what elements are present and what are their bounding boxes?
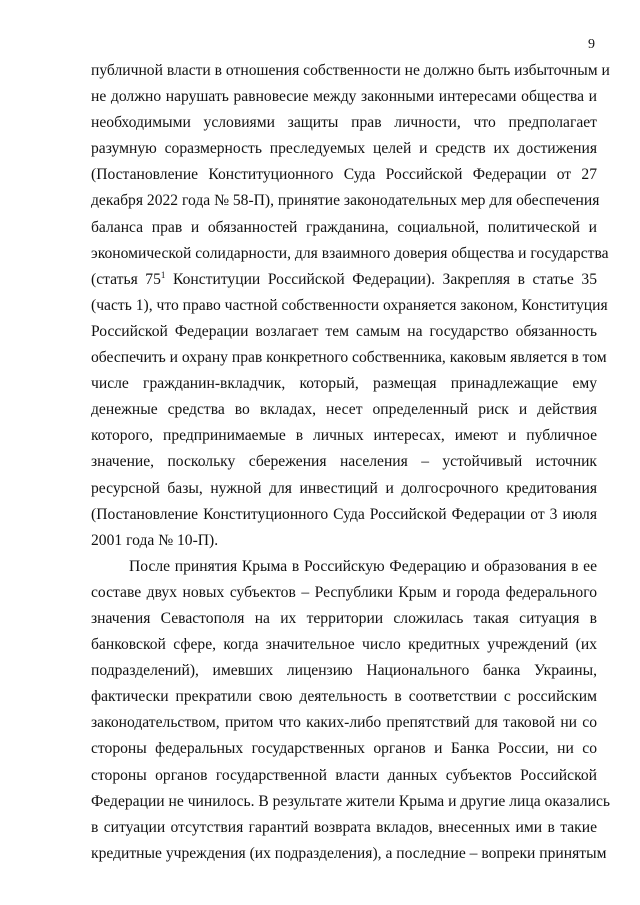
text-line: кредитные учреждения (их подразделения), а последние – вопреки принятым: [91, 844, 607, 862]
text-line: экономической солидарности, для взаимного доверия общества и государства: [91, 244, 609, 262]
text-line: разумную соразмерность преследуемых целей и средств их достижения: [91, 140, 597, 158]
text-line: (часть 1), что право частной собственности охраняется законом, Конституция: [91, 296, 608, 314]
text-line: публичной власти в отношения собственности не должно быть избыточным и: [91, 62, 610, 79]
text-line: банковской сфере, когда значительное число кредитных учреждений (их: [91, 636, 597, 654]
text-run: (статья 75: [91, 270, 161, 288]
text-line: 2001 года № 10-П).: [91, 531, 219, 549]
text-line: стороны федеральных государственных органов и Банка России, ни со: [91, 740, 597, 758]
text-line: (Постановление Конституционного Суда Российской Федерации от 27: [91, 166, 597, 184]
text-line: подразделений), имевших лицензию Национального банка Украины,: [91, 662, 597, 680]
text-line: которого, предпринимаемые в личных интересах, имеют и публичное: [91, 427, 597, 445]
text-line: ресурсной базы, нужной для инвестиций и долгосрочного кредитования: [91, 479, 597, 497]
text-line: денежные средства во вкладах, несет определенный риск и действия: [91, 401, 597, 419]
text-line: [91, 267, 597, 293]
document-body: [91, 58, 610, 867]
text-line: обеспечить и охрану прав конкретного собственника, каковым является в том: [91, 349, 607, 367]
superscript: 1: [160, 269, 166, 280]
text-line: значения Севастополя на их территории сложилась такая ситуация в: [91, 609, 597, 627]
text-line: фактически прекратили свою деятельность в соответствии с российским: [91, 688, 597, 706]
text-line: (Постановление Конституционного Суда Российской Федерации от 3 июля: [91, 505, 597, 523]
text-line: составе двух новых субъектов – Республики Крым и города федерального: [91, 583, 597, 601]
text-line: законодательством, притом что каких-либо препятствий для таковой ни со: [91, 714, 597, 732]
text-line: значение, поскольку сбережения населения – устойчивый источник: [91, 453, 597, 471]
text-line: декабря 2022 года № 58-П), принятие законодательных мер для обеспечения: [91, 192, 600, 210]
paragraph: [91, 554, 610, 867]
text-line: Федерации не чинилось. В результате жители Крыма и другие лица оказались: [91, 792, 610, 810]
text-line: числе гражданин-вкладчик, который, размещая принадлежащие ему: [91, 375, 597, 393]
text-line: После принятия Крыма в Российскую Федерацию и образования в ее: [129, 557, 597, 575]
text-line: стороны органов государственной власти данных субъектов Российской: [91, 766, 597, 784]
text-line: Российской Федерации возлагает тем самым на государство обязанность: [91, 322, 597, 340]
page-number: 9: [588, 37, 595, 52]
text-line: не должно нарушать равновесие между законными интересами общества и: [91, 88, 597, 106]
paragraph: [91, 58, 610, 554]
text-line: необходимыми условиями защиты прав личности, что предполагает: [91, 114, 597, 132]
text-line: в ситуации отсутствия гарантий возврата вкладов, внесенных ими в такие: [91, 818, 597, 836]
text-run: Конституции Российской Федерации). Закрепляя в статье 35: [165, 270, 597, 288]
text-line: баланса прав и обязанностей гражданина, социальной, политической и: [91, 218, 597, 236]
